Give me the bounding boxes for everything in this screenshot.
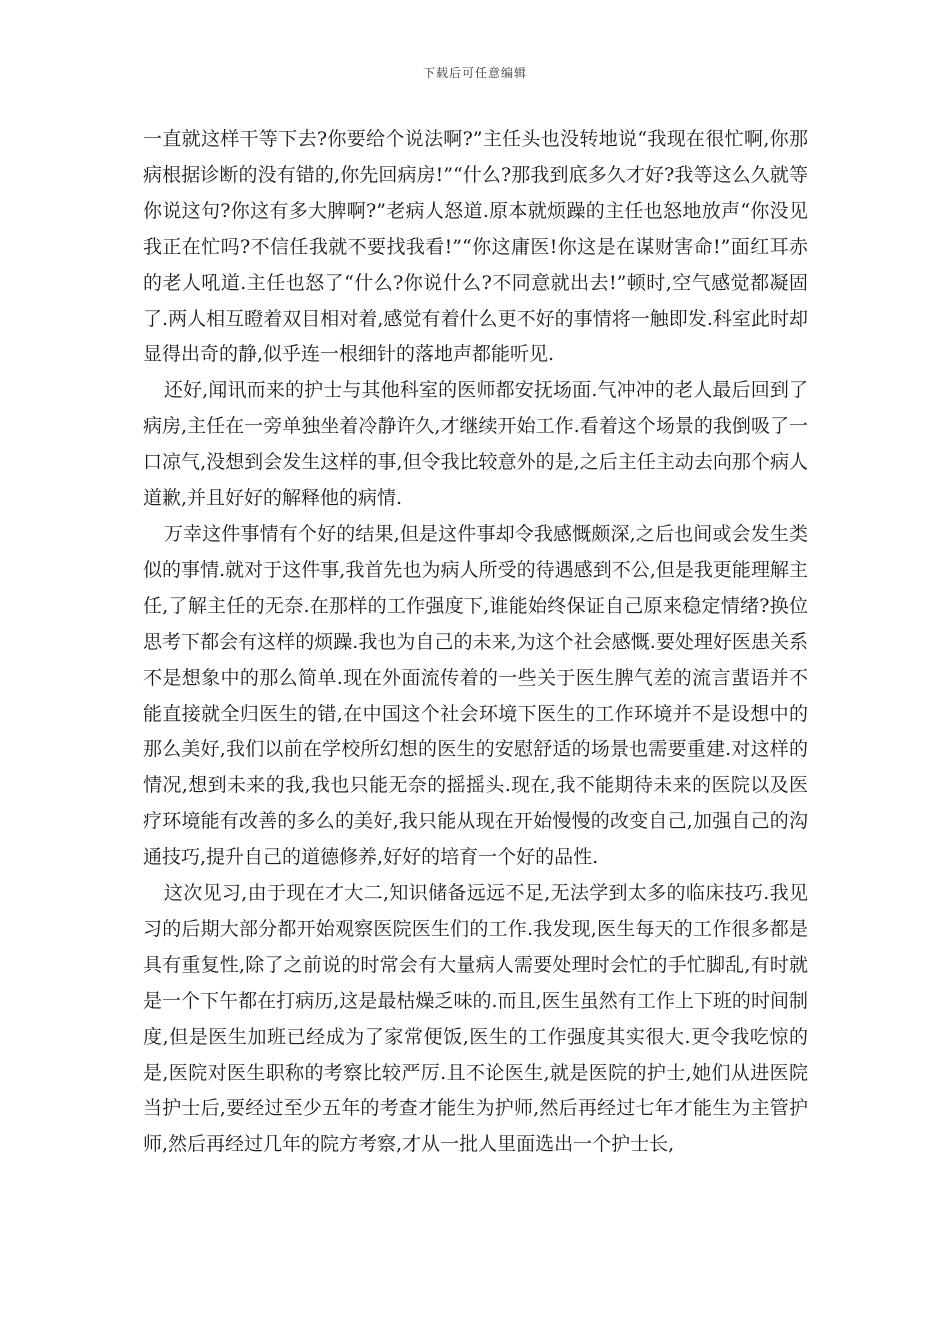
paragraph-1: 一直就这样干等下去?你要给个说法啊?”主任头也没转地说“我现在很忙啊,你那病根据诊断的没有错的,你先回病房!”“什么?那我到底多久才好?我等这么久就等你说这句?你这有多大脾啊?”老病人怒道.原本就烦躁的主任也怒地放声“你没见我正在忙吗?不信任我就不要找我看!”“你这庸医!你这是在谋财害命!”面红耳赤的老人吼道.主任也怒了“什么?你说什么?不同意就出去!”顿时,空气感觉都凝固了.两人相互瞪着双目相对着,感觉有着什么更不好的事情将一触即发.科室此时却显得出奇的静,似乎连一根细针的落地声都能听见. xyxy=(143,128,808,366)
page-header: 下载后可任意编辑 xyxy=(422,66,527,80)
paragraph-3: 万幸这件事情有个好的结果,但是这件事却令我感慨颇深,之后也间或会发生类似的事情.就对于这件事,我首先也为病人所受的待遇感到不公,但是我更能理解主任,了解主任的无奈.在那样的工作强度下,谁能始终保证自己原来稳定情绪?换位思考下都会有这样的烦躁.我也为自己的未来,为这个社会感慨.要处理好医患关系不是想象中的那么简单.现在外面流传着的一些关于医生脾气差的流言蜚语并不能直接就全归医生的错,在中国这个社会环境下医生的工作环境并不是设想中的那么美好,我们以前在学校所幻想的医生的安慰舒适的场景也需要重建.对这样的情况,想到未来的我,我也只能无奈的摇摇头.现在,我不能期待未来的医院以及医疗环境能有改善的多么的美好,我只能从现在开始慢慢的改变自己,加强自己的沟通技巧,提升自己的道德修养,好好的培育一个好的品性. xyxy=(143,522,808,869)
paragraph-4: 这次见习,由于现在才大二,知识储备远远不足,无法学到太多的临床技巧.我见习的后期大部分都开始观察医院医生们的工作.我发现,医生每天的工作很多都是具有重复性,除了之前说的时常会有大量病人需要处理时会忙的手忙脚乱,有时就是一个下午都在打病历,这是最枯燥乏味的.而且,医生虽然有工作上下班的时间制度,但是医生加班已经成为了家常便饭,医生的工作强度其实很大.更令我吃惊的是,医院对医生职称的考察比较严厉.且不论医生,就是医院的护士,她们从进医院当护士后,要经过至少五年的考查才能生为护师,然后再经过七年才能生为主管护师,然后再经过几年的院方考察,才从一批人里面选出一个护士长, xyxy=(143,882,808,1156)
paragraph-2: 还好,闻讯而来的护士与其他科室的医师都安抚场面.气冲冲的老人最后回到了病房,主任在一旁单独坐着冷静许久,才继续开始工作.看着这个场景的我倒吸了一口凉气,没想到会发生这样的事,但令我比较意外的是,之后主任主动去向那个病人道歉,并且好好的解释他的病情. xyxy=(143,379,808,510)
document-body xyxy=(143,122,808,1163)
